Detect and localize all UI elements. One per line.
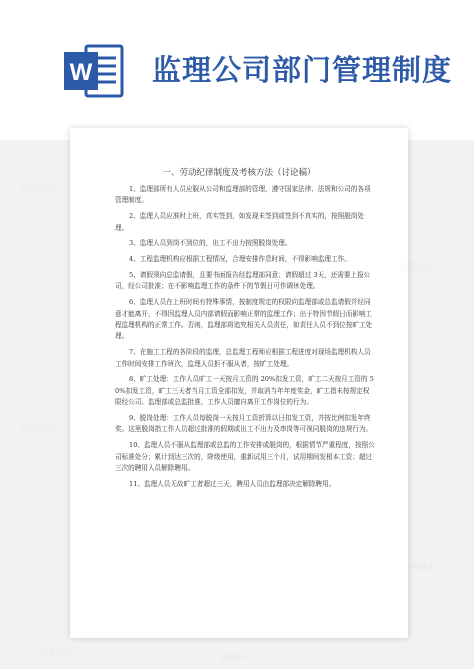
watermark: 熊猫办公 <box>20 423 57 433</box>
watermark: 熊猫办公 <box>410 563 447 573</box>
paragraph: 5、请假须向总监请假，且要书面报告经监理部同意；请假超过 3天，还需要上报公司，经公司批准；在不影响监理工作的条件下的节假日可作调休处理。 <box>115 271 371 291</box>
page-title: 监理公司部门管理制度 <box>152 53 453 87</box>
document-body <box>115 184 375 495</box>
watermark: 熊猫办公 <box>400 263 437 273</box>
word-icon-letter: W <box>69 59 93 86</box>
paragraph: 4、工程监理机构应根据工程情况，合理安排作息时间，不得影响监理工作。 <box>129 255 351 264</box>
document-page <box>70 128 408 638</box>
paragraph: 9、脱岗处理：工作人员每脱岗一天按月工资折算以日扣发工资，并按比例扣发年终奖。这里脱岗指工作人员超过批准的假期或出工不出力及串岗等可视同脱岗的违规行为。 <box>115 414 373 434</box>
word-document-icon <box>62 42 126 100</box>
paragraph: 2、监理人员应准时上班，真实签到，如发现未签到或签到不真实的，按照脱岗处理。 <box>115 212 364 232</box>
paragraph: 10、监理人员不服从监理部或总监的工作安排或脱岗的，根据情节严重程度，按照公司标准处分；累计到达三次的，降级使用，重新试用三个月，试用期间发根本工资；超过三次的聘用人员解除聘用。 <box>115 441 375 473</box>
paragraph: 7、在施工工程的各阶段的监理，总监理工程师应根据工程进度对现场监理机构人员工作时间安排工作班次，监理人员拒不服从者，按旷工处理。 <box>115 348 371 368</box>
watermark: 熊猫办公 <box>40 648 77 658</box>
watermark: 熊猫办公 <box>220 653 257 663</box>
document-title: 一、劳动纪律制度及考核方法（讨论稿） <box>162 168 316 178</box>
paragraph: 8、旷工处理：工作人员旷工一天按月工资的 20%扣发工资，旷工二天按月工资的 50%扣发工资，旷工三天者当月工资全部扣发，并取消当年年度奖金，旷工指未按规定权限经公司、监理部或总监批准，工作人员擅自离开工作岗位的行为。 <box>115 375 374 407</box>
paragraph: 6、监理人员在上班时间有特殊事情，按制度规定的权限向监理部或总监请假并经同意才能离开，不得因监理人员内部请假而影响正常的监理工作；出于特因节假日而影响工程监理机构的正常工作。否则，监理部将追究相关人员责任，如责任人员不到位按旷工处理。 <box>115 298 373 341</box>
header-banner <box>0 0 474 140</box>
paragraph: 11、监理人员无故旷工者超过三天，聘用人员由监理部决定解除聘用。 <box>129 479 336 488</box>
paragraph: 3、监理人员到岗不到位的，出工不出力按照脱岗处理。 <box>129 239 292 248</box>
watermark: 熊猫办公 <box>20 183 57 193</box>
paragraph: 1、监理部所有人员应服从公司和监理部的管理，遵守国家法律、法规和公司的各项管理制度。 <box>115 185 371 205</box>
